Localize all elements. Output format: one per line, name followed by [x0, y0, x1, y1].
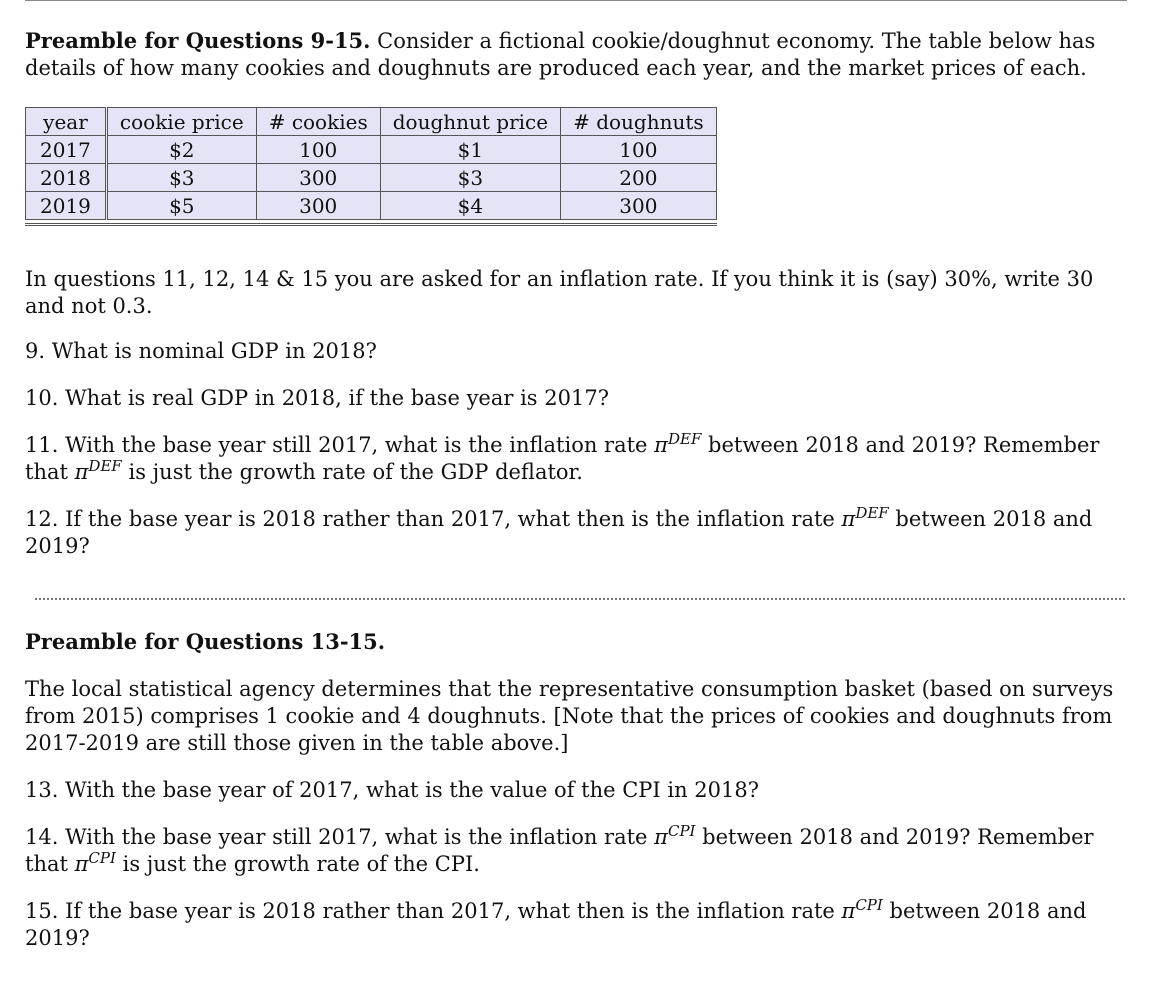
question-11: 11. With the base year still 2017, what is the inflation rate $\pi^{DEF}$ between 2018 and 2019? Remember that $\pi^{DEF}$ is just the growth rate of the GDP deflator.	[25, 430, 1100, 484]
header-year: year	[26, 108, 107, 136]
cell-year: 2019	[26, 192, 107, 220]
question-15: 15. If the base year is 2018 rather than 2017, what then is the inflation rate $\pi^{CPI}$ between 2018 and 2019?	[25, 896, 1087, 950]
question-9: 9. What is nominal GDP in 2018?	[25, 339, 377, 363]
inflation-instructions: In questions 11, 12, 14 & 15 you are asked for an inflation rate. If you think it is (say) 30%, write 30 and not 0.3.	[25, 267, 1094, 318]
data-table-wrapper	[25, 107, 717, 226]
cell-doughnut-price: $3	[380, 164, 560, 192]
preamble-9-15	[25, 27, 1127, 82]
cell-year: 2017	[26, 136, 107, 164]
cell-cookies: 300	[256, 192, 380, 220]
preamble-9-15-heading: Preamble for Questions 9-15.	[25, 28, 371, 53]
question-14: 14. With the base year still 2017, what is the inflation rate $\pi^{CPI}$ between 2018 and 2019? Remember that $\pi^{CPI}$ is just the growth rate of the CPI.	[25, 822, 1094, 876]
economy-table	[25, 107, 717, 220]
header-doughnut-price: doughnut price	[380, 108, 560, 136]
table-row	[26, 192, 717, 220]
cell-doughnuts: 200	[561, 164, 717, 192]
cell-doughnuts: 100	[561, 136, 717, 164]
dotted-separator	[35, 580, 1125, 600]
question-10: 10. What is real GDP in 2018, if the base year is 2017?	[25, 386, 609, 410]
cell-cookies: 300	[256, 164, 380, 192]
table-row	[26, 136, 717, 164]
cell-cookie-price: $3	[106, 164, 256, 192]
cell-cookie-price: $2	[106, 136, 256, 164]
preamble-13-15-text: The local statistical agency determines that the representative consumption basket (based on surveys from 2015) comprises 1 cookie and 4 doughnuts. [Note that the prices of cookies and doughnuts from 2017-2019 are still those given in the table above.]	[25, 677, 1114, 755]
cell-doughnut-price: $4	[380, 192, 560, 220]
header-cookie-price: cookie price	[106, 108, 256, 136]
question-13: 13. With the base year of 2017, what is the value of the CPI in 2018?	[25, 778, 760, 802]
preamble-13-15-heading: Preamble for Questions 13-15.	[25, 629, 386, 654]
cell-year: 2018	[26, 164, 107, 192]
cell-cookie-price: $5	[106, 192, 256, 220]
cell-cookies: 100	[256, 136, 380, 164]
preamble-9-15-text: Consider a fictional cookie/doughnut economy. The table below has details of how many cookies and doughnuts are produced each year, and the market prices of each.	[25, 29, 1096, 80]
table-header-row	[26, 108, 717, 136]
question-12: 12. If the base year is 2018 rather than 2017, what then is the inflation rate $\pi^{DEF}$ between 2018 and 2019?	[25, 504, 1093, 558]
header-cookies: # cookies	[256, 108, 380, 136]
header-doughnuts: # doughnuts	[561, 108, 717, 136]
document-page	[25, 27, 1127, 972]
top-rule	[25, 0, 1127, 1]
cell-doughnuts: 300	[561, 192, 717, 220]
cell-doughnut-price: $1	[380, 136, 560, 164]
table-row	[26, 164, 717, 192]
